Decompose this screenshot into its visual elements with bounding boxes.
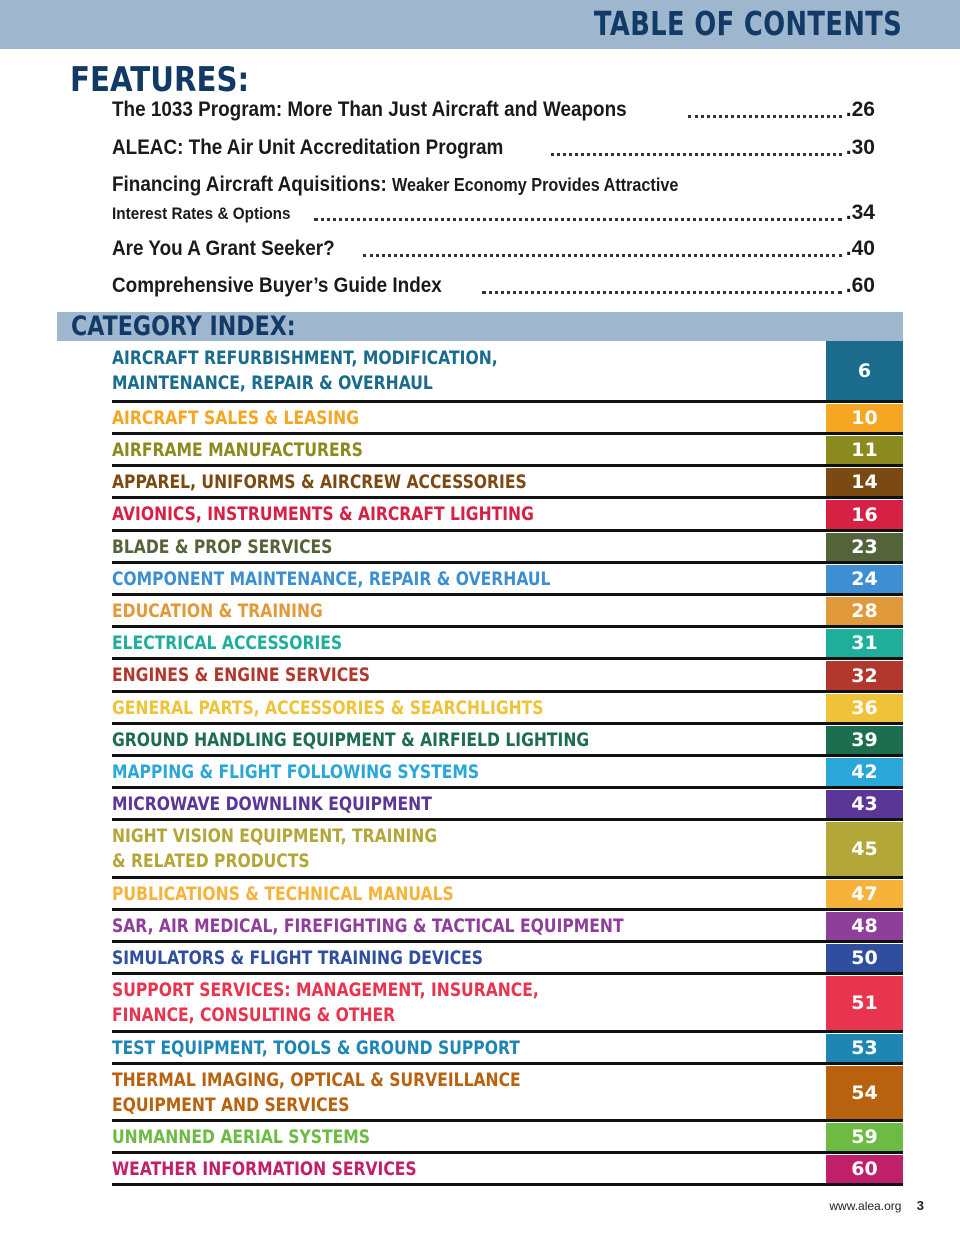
category-row[interactable] (112, 565, 903, 596)
category-label-line: AVIONICS, INSTRUMENTS & AIRCRAFT LIGHTING (112, 503, 534, 525)
category-label (112, 533, 686, 561)
feature-title: ALEAC: The Air Unit Accreditation Program (112, 136, 504, 159)
category-label (112, 944, 686, 972)
category-label-line: AIRCRAFT REFURBISHMENT, MODIFICATION, (112, 346, 498, 369)
category-page-number: 42 (826, 758, 903, 786)
category-label (112, 726, 686, 754)
category-label (112, 1123, 686, 1151)
category-label (112, 500, 686, 529)
category-row[interactable] (112, 944, 903, 975)
category-row[interactable] (112, 341, 903, 403)
category-label (112, 565, 686, 593)
dot-leader (688, 115, 842, 118)
category-row[interactable] (112, 1155, 903, 1186)
category-label-line: MICROWAVE DOWNLINK EQUIPMENT (112, 792, 432, 815)
category-row[interactable] (112, 1123, 903, 1154)
category-row[interactable] (112, 758, 903, 789)
feature-page: .30 (845, 136, 875, 159)
category-label-line: SUPPORT SERVICES: MANAGEMENT, INSURANCE, (112, 979, 539, 1001)
category-row[interactable] (112, 629, 903, 660)
category-label-line: SAR, AIR MEDICAL, FIREFIGHTING & TACTICAL EQUIPMENT (112, 914, 624, 937)
dot-leader (551, 153, 842, 156)
category-label (112, 822, 686, 876)
category-page-number: 43 (826, 790, 903, 818)
category-row[interactable] (112, 533, 903, 564)
category-page-number: 48 (826, 912, 903, 940)
category-page-number: 24 (826, 565, 903, 593)
category-page-number: 47 (826, 880, 903, 908)
category-label (112, 404, 686, 432)
category-page-number: 28 (826, 597, 903, 625)
feature-item[interactable] (112, 173, 875, 228)
category-page-number: 6 (826, 341, 903, 400)
category-label-line: MAPPING & FLIGHT FOLLOWING SYSTEMS (112, 760, 480, 783)
category-row[interactable] (112, 661, 903, 693)
category-label (112, 694, 686, 722)
page-footer (829, 1198, 924, 1213)
category-row[interactable] (112, 1066, 903, 1122)
dot-leader (314, 218, 841, 221)
category-label-line: UNMANNED AERIAL SYSTEMS (112, 1125, 370, 1148)
category-page-number: 60 (826, 1155, 903, 1183)
feature-title-continued: Interest Rates & Options (112, 204, 291, 223)
category-row[interactable] (112, 694, 903, 725)
category-label-line: NIGHT VISION EQUIPMENT, TRAINING (112, 825, 438, 847)
category-row[interactable] (112, 468, 903, 499)
category-label-line: BLADE & PROP SERVICES (112, 535, 333, 558)
category-page-number: 45 (826, 822, 903, 876)
category-label (112, 912, 686, 940)
category-page-number: 36 (826, 694, 903, 722)
feature-title: Comprehensive Buyer’s Guide Index (112, 274, 442, 297)
feature-item[interactable] (112, 98, 875, 125)
feature-item[interactable] (112, 136, 875, 163)
category-label-line: AIRFRAME MANUFACTURERS (112, 438, 363, 461)
category-label-line: THERMAL IMAGING, OPTICAL & SURVEILLANCE (112, 1068, 521, 1091)
category-label (112, 629, 686, 657)
category-page-number: 51 (826, 976, 903, 1030)
category-label (112, 661, 686, 690)
category-row[interactable] (112, 790, 903, 821)
category-label-line: EQUIPMENT AND SERVICES (112, 1093, 350, 1116)
category-page-number: 11 (826, 436, 903, 464)
category-label-line: PUBLICATIONS & TECHNICAL MANUALS (112, 882, 454, 905)
category-label-line: ELECTRICAL ACCESSORIES (112, 631, 343, 654)
category-label-line: GENERAL PARTS, ACCESSORIES & SEARCHLIGHTS (112, 696, 544, 719)
category-page-number: 39 (826, 726, 903, 754)
category-label-line: GROUND HANDLING EQUIPMENT & AIRFIELD LIGHTING (112, 728, 590, 751)
feature-title: The 1033 Program: More Than Just Aircraft and Weapons (112, 98, 627, 121)
category-page-number: 32 (826, 661, 903, 690)
footer-url[interactable]: www.alea.org (829, 1199, 902, 1213)
category-row[interactable] (112, 404, 903, 435)
category-label-line: SIMULATORS & FLIGHT TRAINING DEVICES (112, 946, 484, 969)
category-label-line: APPAREL, UNIFORMS & AIRCREW ACCESSORIES (112, 470, 527, 493)
feature-item[interactable] (112, 274, 875, 301)
category-label-line: MAINTENANCE, REPAIR & OVERHAUL (112, 371, 433, 394)
category-row[interactable] (112, 436, 903, 467)
category-row[interactable] (112, 880, 903, 911)
category-page-number: 53 (826, 1034, 903, 1062)
category-label (112, 880, 686, 908)
feature-page: .60 (845, 274, 875, 297)
category-label (112, 1066, 686, 1119)
category-row[interactable] (112, 500, 903, 532)
feature-page: .26 (845, 98, 875, 121)
category-page-number: 50 (826, 944, 903, 972)
category-page-number: 59 (826, 1123, 903, 1151)
category-page-number: 14 (826, 468, 903, 496)
feature-title-group (112, 173, 678, 197)
category-label-line: FINANCE, CONSULTING & OTHER (112, 1004, 396, 1026)
category-label (112, 758, 686, 786)
category-page-number: 16 (826, 500, 903, 529)
feature-item[interactable] (112, 237, 875, 264)
feature-page: .40 (845, 237, 875, 260)
category-row[interactable] (112, 597, 903, 628)
category-page-number: 23 (826, 533, 903, 561)
category-label-line: COMPONENT MAINTENANCE, REPAIR & OVERHAUL (112, 567, 551, 590)
dot-leader (363, 254, 841, 257)
category-label (112, 597, 686, 625)
category-row[interactable] (112, 822, 903, 879)
category-page-number: 10 (826, 404, 903, 432)
feature-subtitle: Weaker Economy Provides Attractive (392, 175, 679, 195)
category-row[interactable] (112, 912, 903, 943)
category-label-line: AIRCRAFT SALES & LEASING (112, 406, 360, 429)
category-index-heading: CATEGORY INDEX: (71, 311, 296, 342)
footer-page-number: 3 (916, 1198, 924, 1213)
feature-title: Are You A Grant Seeker? (112, 237, 335, 260)
category-label (112, 1155, 686, 1183)
category-row[interactable] (112, 976, 903, 1033)
category-label-line: ENGINES & ENGINE SERVICES (112, 664, 370, 686)
page-title: TABLE OF CONTENTS (593, 4, 902, 43)
category-label (112, 436, 686, 464)
feature-title: Financing Aircraft Aquisitions: (112, 173, 387, 196)
category-label-line: WEATHER INFORMATION SERVICES (112, 1157, 417, 1180)
category-label-line: EDUCATION & TRAINING (112, 599, 323, 622)
category-label (112, 1034, 686, 1062)
dot-leader (482, 291, 841, 294)
category-label-line: & RELATED PRODUCTS (112, 850, 310, 872)
category-label-line: TEST EQUIPMENT, TOOLS & GROUND SUPPORT (112, 1036, 520, 1059)
feature-page: .34 (845, 201, 875, 224)
category-label (112, 976, 686, 1030)
category-label (112, 468, 686, 496)
category-page-number: 54 (826, 1066, 903, 1119)
features-heading: FEATURES: (70, 60, 250, 100)
category-label (112, 341, 686, 400)
category-label (112, 790, 686, 818)
category-page-number: 31 (826, 629, 903, 657)
category-row[interactable] (112, 1034, 903, 1065)
category-row[interactable] (112, 726, 903, 757)
